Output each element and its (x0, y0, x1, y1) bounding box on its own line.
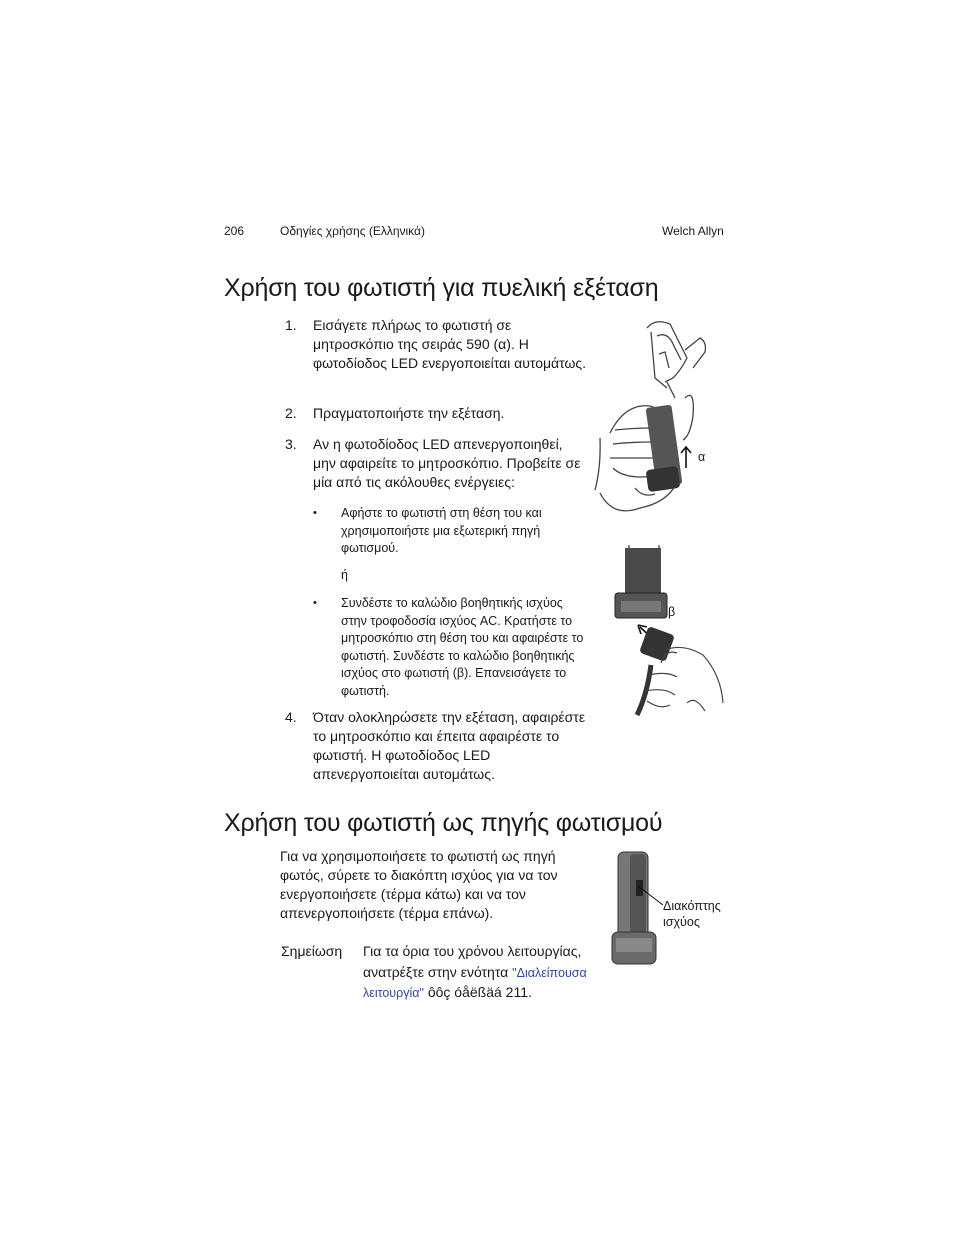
step-3-text: Αν η φωτοδίοδος LED απενεργοποιηθεί, μην αφαιρείτε το μητροσκόπιο. Προβείτε σε μία από τις ακόλουθες ενέργειες: (313, 436, 581, 490)
brand-name: Welch Allyn (662, 224, 724, 238)
sub-option-1 (313, 505, 593, 560)
note-line-2 (363, 963, 603, 1003)
figure-label-a: α (698, 450, 706, 464)
bullet-icon: • (313, 597, 317, 609)
sub-option-2 (313, 595, 593, 700)
power-switch-label-line2: ισχύος (663, 915, 700, 929)
section2-title: Χρήση του φωτιστή ως πηγής φωτισμού (224, 809, 663, 837)
or-text: ή (341, 568, 348, 582)
speculum-insertion-illustration (595, 318, 720, 523)
section1-title: Χρήση του φωτιστή για πυελική εξέταση (224, 274, 659, 302)
note-page-ref: ôôç óåëßäá 211. (423, 984, 532, 1000)
step-4-number: 4. (285, 709, 297, 725)
sub-option-1-text: Αφήστε το φωτιστή στη θέση του και χρησιμοποιήστε μια εξωτερική πηγή φωτισμού. (341, 506, 542, 555)
document-title: Οδηγίες χρήσης (Ελληνικά) (280, 224, 425, 238)
step-1-number: 1. (285, 317, 297, 333)
step-2 (285, 404, 585, 424)
step-4 (285, 708, 585, 788)
note-label: Σημείωση (281, 943, 343, 959)
switch-pointer-line (638, 886, 664, 906)
bullet-icon: • (313, 507, 317, 519)
intermittent-operation-link[interactable]: "Διαλείπουσα λειτουργία" (363, 966, 587, 1000)
illuminator-device-illustration (610, 850, 662, 968)
step-2-text: Πραγματοποιήστε την εξέταση. (313, 405, 505, 421)
step-2-number: 2. (285, 405, 297, 421)
sub-option-2-text: Συνδέστε το καλώδιο βοηθητικής ισχύος στην τροφοδοσία ισχύος AC. Κρατήστε το μητροσκόπιο στη θέση του και αφαιρέστε το φωτιστή. Συνδέστε το καλώδιο βοηθητικής ισχύος στο φωτιστή (β). Επανεισάγετε το φωτιστή. (341, 596, 584, 698)
note-line-2-prefix: ανατρέξτε στην ενότητα (363, 964, 513, 980)
power-switch-label-line1: Διακόπτης (663, 899, 721, 913)
arrow-up-icon (680, 446, 692, 468)
power-cord-connection-illustration (605, 545, 725, 715)
step-3-number: 3. (285, 436, 297, 452)
step-1-text: Εισάγετε πλήρως το φωτιστή σε μητροσκόπιο της σειράς 590 (α). Η φωτοδίοδος LED ενεργοποιείται αυτομάτως. (313, 317, 587, 371)
step-4-text: Όταν ολοκληρώσετε την εξέταση, αφαιρέστε το μητροσκόπιο και έπειτα αφαιρέστε το φωτιστή. Η φωτοδίοδος LED απενεργοποιείται αυτομάτως. (313, 709, 586, 782)
step-1 (285, 316, 585, 396)
note-line-1: Για τα όρια του χρόνου λειτουργίας, (363, 943, 582, 959)
step-3 (285, 435, 585, 495)
note-text (363, 942, 603, 1003)
page-number: 206 (224, 224, 245, 238)
light-source-paragraph: Για να χρησιμοποιήσετε το φωτιστή ως πηγή φωτός, σύρετε το διακόπτη ισχύος για να τον ενεργοποιήσετε (τέρμα κάτω) και να τον απενεργοποιήσετε (τέρμα επάνω). (280, 848, 558, 921)
figure-label-b: β (668, 605, 676, 619)
